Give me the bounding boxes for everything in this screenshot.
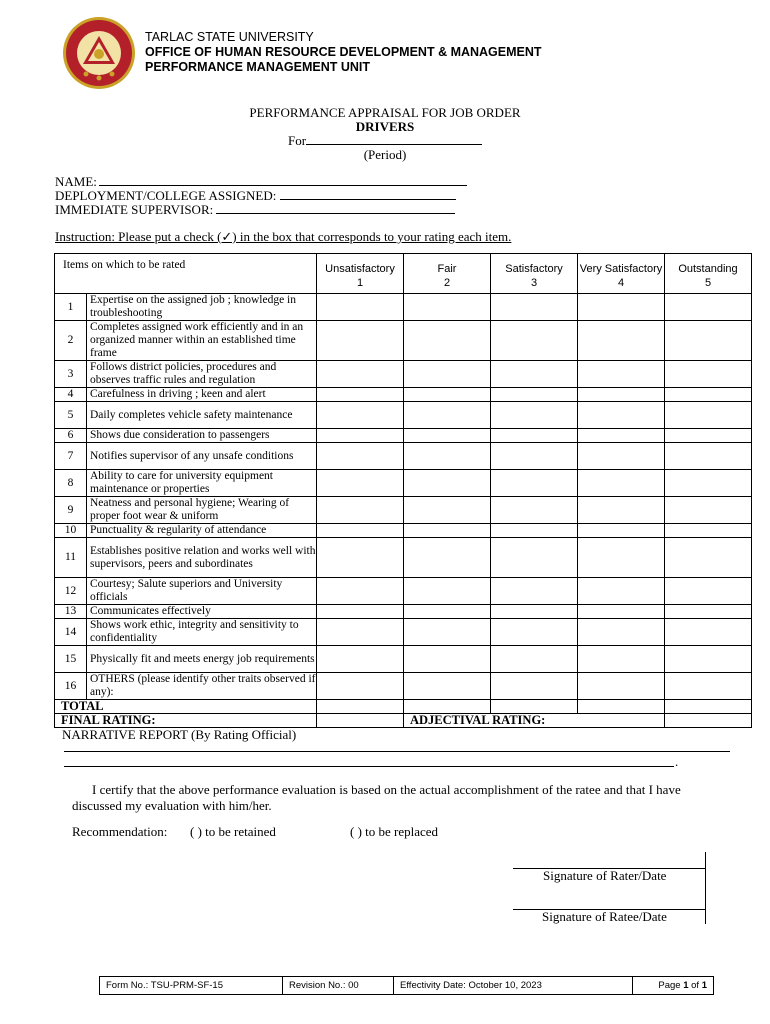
rating-checkbox-cell[interactable]: [665, 388, 752, 402]
rating-checkbox-cell[interactable]: [491, 361, 578, 388]
table-row: [55, 578, 752, 605]
row-number: 7: [55, 443, 87, 470]
form-title: PERFORMANCE APPRAISAL FOR JOB ORDER: [249, 105, 521, 120]
page-number: Page 1 of 1: [633, 977, 714, 995]
rating-checkbox-cell[interactable]: [491, 578, 578, 605]
table-row: [55, 646, 752, 673]
rating-checkbox-cell[interactable]: [665, 578, 752, 605]
university-name: TARLAC STATE UNIVERSITY: [145, 30, 314, 44]
rating-checkbox-cell[interactable]: [491, 402, 578, 429]
office-name: OFFICE OF HUMAN RESOURCE DEVELOPMENT & MANAGEMENT: [145, 45, 542, 59]
row-number: 5: [55, 402, 87, 429]
name-field[interactable]: [99, 174, 467, 186]
rating-checkbox-cell[interactable]: [404, 605, 491, 619]
rating-header-1: Unsatisfactory 1: [317, 254, 404, 294]
rating-checkbox-cell[interactable]: [317, 470, 404, 497]
unit-name: PERFORMANCE MANAGEMENT UNIT: [145, 60, 370, 74]
total-label: TOTAL: [55, 700, 317, 714]
period-field[interactable]: [306, 133, 482, 145]
option-retained[interactable]: ( ) to be retained: [190, 824, 276, 839]
rating-checkbox-cell[interactable]: [404, 538, 491, 578]
final-rating-value[interactable]: [317, 714, 404, 728]
rating-checkbox-cell[interactable]: [578, 646, 665, 673]
rating-checkbox-cell[interactable]: [317, 361, 404, 388]
rating-checkbox-cell[interactable]: [404, 497, 491, 524]
rating-checkbox-cell[interactable]: [665, 538, 752, 578]
rating-checkbox-cell[interactable]: [317, 538, 404, 578]
ratee-signature-label: Signature of Ratee/Date: [542, 909, 667, 924]
row-item-text: Physically fit and meets energy job requirements: [87, 646, 317, 673]
narrative-line-1[interactable]: [64, 751, 730, 752]
row-number: 16: [55, 673, 87, 700]
total-cell[interactable]: [317, 700, 404, 714]
table-row: [55, 619, 752, 646]
name-row: [55, 174, 467, 189]
row-item-text: Neatness and personal hygiene; Wearing of proper foot wear & uniform: [87, 497, 317, 524]
rating-checkbox-cell[interactable]: [404, 388, 491, 402]
row-item-text: Expertise on the assigned job ; knowledge in troubleshooting: [87, 294, 317, 321]
narrative-line-2[interactable]: [64, 766, 674, 767]
rating-checkbox-cell[interactable]: [491, 443, 578, 470]
row-item-text: Communicates effectively: [87, 605, 317, 619]
total-cell[interactable]: [404, 700, 491, 714]
certification-text: I certify that the above performance evaluation is based on the actual accomplishment of the ratee and that I have discussed my evaluation with him/her.: [72, 782, 681, 813]
deployment-row: [55, 188, 456, 203]
rating-checkbox-cell[interactable]: [404, 619, 491, 646]
deployment-label: DEPLOYMENT/COLLEGE ASSIGNED:: [55, 188, 277, 203]
deployment-field[interactable]: [280, 188, 456, 200]
row-item-text: Follows district policies, procedures and observes traffic rules and regulation: [87, 361, 317, 388]
rating-checkbox-cell[interactable]: [665, 361, 752, 388]
rating-checkbox-cell[interactable]: [665, 524, 752, 538]
rating-checkbox-cell[interactable]: [317, 402, 404, 429]
rating-checkbox-cell[interactable]: [665, 646, 752, 673]
row-number: 1: [55, 294, 87, 321]
rating-checkbox-cell[interactable]: [665, 294, 752, 321]
rating-checkbox-cell[interactable]: [491, 538, 578, 578]
rating-checkbox-cell[interactable]: [317, 619, 404, 646]
rating-checkbox-cell[interactable]: [317, 578, 404, 605]
rating-checkbox-cell[interactable]: [317, 443, 404, 470]
row-number: 2: [55, 321, 87, 361]
rating-header-4: Very Satisfactory 4: [578, 254, 665, 294]
narrative-end-mark: .: [675, 754, 679, 769]
rating-checkbox-cell[interactable]: [317, 524, 404, 538]
row-item-text: OTHERS (please identify other traits observed if any):: [87, 673, 317, 700]
row-item-text: Carefulness in driving ; keen and alert: [87, 388, 317, 402]
row-item-text: Notifies supervisor of any unsafe conditions: [87, 443, 317, 470]
row-number: 11: [55, 538, 87, 578]
rating-checkbox-cell[interactable]: [491, 646, 578, 673]
rating-checkbox-cell[interactable]: [665, 470, 752, 497]
rating-checkbox-cell[interactable]: [665, 402, 752, 429]
row-number: 6: [55, 429, 87, 443]
row-item-text: Completes assigned work efficiently and in an organized manner within an established time frame: [87, 321, 317, 361]
rating-checkbox-cell[interactable]: [491, 673, 578, 700]
rating-checkbox-cell[interactable]: [578, 294, 665, 321]
rating-checkbox-cell[interactable]: [578, 538, 665, 578]
rating-checkbox-cell[interactable]: [404, 470, 491, 497]
rating-checkbox-cell[interactable]: [404, 361, 491, 388]
final-rating-label: FINAL RATING:: [55, 714, 317, 728]
rating-checkbox-cell[interactable]: [491, 294, 578, 321]
adjectival-rating-value[interactable]: [665, 714, 752, 728]
rating-checkbox-cell[interactable]: [404, 673, 491, 700]
row-number: 10: [55, 524, 87, 538]
total-cell[interactable]: [665, 700, 752, 714]
rating-checkbox-cell[interactable]: [317, 388, 404, 402]
revision-number: Revision No.: 00: [283, 977, 394, 995]
table-row: [55, 429, 752, 443]
row-item-text: Establishes positive relation and works well with supervisors, peers and subordinates: [87, 538, 317, 578]
rating-checkbox-cell[interactable]: [404, 294, 491, 321]
total-cell[interactable]: [578, 700, 665, 714]
recommendation-label: Recommendation:: [72, 824, 168, 839]
rating-checkbox-cell[interactable]: [404, 443, 491, 470]
rating-checkbox-cell[interactable]: [491, 321, 578, 361]
rater-signature-label: Signature of Rater/Date: [543, 868, 667, 883]
rating-checkbox-cell[interactable]: [665, 497, 752, 524]
rating-checkbox-cell[interactable]: [491, 605, 578, 619]
table-row: [55, 524, 752, 538]
table-row: [55, 361, 752, 388]
row-number: 3: [55, 361, 87, 388]
rating-checkbox-cell[interactable]: [578, 361, 665, 388]
table-row: [55, 321, 752, 361]
table-row: [55, 673, 752, 700]
rating-header-3: Satisfactory 3: [491, 254, 578, 294]
row-item-text: Daily completes vehicle safety maintenance: [87, 402, 317, 429]
for-label: For: [287, 133, 307, 148]
row-item-text: Punctuality & regularity of attendance: [87, 524, 317, 538]
rating-checkbox-cell[interactable]: [491, 470, 578, 497]
table-row: [55, 538, 752, 578]
signature-border: [705, 852, 706, 924]
rating-checkbox-cell[interactable]: [317, 605, 404, 619]
adjectival-rating-label: ADJECTIVAL RATING:: [404, 714, 665, 728]
supervisor-row: [55, 202, 455, 217]
instruction-text: Instruction: Please put a check (✓) in the box that corresponds to your rating each item.: [55, 229, 512, 244]
rating-checkbox-cell[interactable]: [404, 646, 491, 673]
option-replaced[interactable]: ( ) to be replaced: [350, 824, 439, 839]
effectivity-date: Effectivity Date: October 10, 2023: [394, 977, 633, 995]
rating-checkbox-cell[interactable]: [404, 402, 491, 429]
rating-checkbox-cell[interactable]: [578, 605, 665, 619]
rating-checkbox-cell[interactable]: [491, 429, 578, 443]
row-number: 14: [55, 619, 87, 646]
table-header-row: [55, 254, 752, 294]
rating-checkbox-cell[interactable]: [665, 321, 752, 361]
form-subtitle: DRIVERS: [355, 119, 415, 134]
table-row: [55, 470, 752, 497]
rating-checkbox-cell[interactable]: [578, 429, 665, 443]
narrative-label: NARRATIVE REPORT (By Rating Official): [62, 727, 297, 742]
rating-checkbox-cell[interactable]: [317, 294, 404, 321]
table-row: [55, 497, 752, 524]
rating-checkbox-cell[interactable]: [578, 443, 665, 470]
rating-checkbox-cell[interactable]: [317, 646, 404, 673]
rating-checkbox-cell[interactable]: [665, 605, 752, 619]
table-row: [55, 443, 752, 470]
rating-checkbox-cell[interactable]: [317, 429, 404, 443]
rating-checkbox-cell[interactable]: [665, 443, 752, 470]
supervisor-label: IMMEDIATE SUPERVISOR:: [55, 202, 214, 217]
rating-checkbox-cell[interactable]: [491, 619, 578, 646]
rating-header-2: Fair 2: [404, 254, 491, 294]
rating-checkbox-cell[interactable]: [491, 497, 578, 524]
rating-checkbox-cell[interactable]: [578, 321, 665, 361]
rating-checkbox-cell[interactable]: [665, 619, 752, 646]
row-number: 9: [55, 497, 87, 524]
rating-table: [54, 253, 752, 728]
rating-checkbox-cell[interactable]: [404, 321, 491, 361]
rating-checkbox-cell[interactable]: [491, 524, 578, 538]
rating-checkbox-cell[interactable]: [665, 673, 752, 700]
row-number: 15: [55, 646, 87, 673]
form-number: Form No.: TSU-PRM-SF-15: [100, 977, 283, 995]
supervisor-field[interactable]: [216, 202, 455, 214]
row-item-text: Ability to care for university equipment maintenance or properties: [87, 470, 317, 497]
final-rating-row: [55, 714, 752, 728]
university-seal-logo: [62, 16, 136, 90]
row-number: 4: [55, 388, 87, 402]
row-item-text: Shows work ethic, integrity and sensitivity to confidentiality: [87, 619, 317, 646]
rating-checkbox-cell[interactable]: [578, 524, 665, 538]
rating-checkbox-cell[interactable]: [578, 402, 665, 429]
rating-checkbox-cell[interactable]: [578, 497, 665, 524]
table-row: [55, 605, 752, 619]
rating-checkbox-cell[interactable]: [665, 429, 752, 443]
rating-checkbox-cell[interactable]: [317, 497, 404, 524]
row-number: 12: [55, 578, 87, 605]
rating-checkbox-cell[interactable]: [404, 524, 491, 538]
rating-checkbox-cell[interactable]: [578, 578, 665, 605]
rating-checkbox-cell[interactable]: [578, 388, 665, 402]
table-row: [55, 402, 752, 429]
table-row: [55, 388, 752, 402]
table-row: [55, 294, 752, 321]
rating-checkbox-cell[interactable]: [317, 321, 404, 361]
name-label: NAME:: [55, 174, 97, 189]
rating-checkbox-cell[interactable]: [491, 388, 578, 402]
rating-header-5: Outstanding 5: [665, 254, 752, 294]
form-footer: [99, 976, 714, 995]
total-cell[interactable]: [491, 700, 578, 714]
rating-checkbox-cell[interactable]: [317, 673, 404, 700]
rating-checkbox-cell[interactable]: [578, 619, 665, 646]
items-header: Items on which to be rated: [55, 254, 317, 294]
rating-checkbox-cell[interactable]: [404, 429, 491, 443]
period-caption: (Period): [363, 147, 407, 162]
row-item-text: Courtesy; Salute superiors and University officials: [87, 578, 317, 605]
row-item-text: Shows due consideration to passengers: [87, 429, 317, 443]
row-number: 8: [55, 470, 87, 497]
rating-checkbox-cell[interactable]: [404, 578, 491, 605]
rating-checkbox-cell[interactable]: [578, 673, 665, 700]
row-number: 13: [55, 605, 87, 619]
total-row: [55, 700, 752, 714]
rating-checkbox-cell[interactable]: [578, 470, 665, 497]
